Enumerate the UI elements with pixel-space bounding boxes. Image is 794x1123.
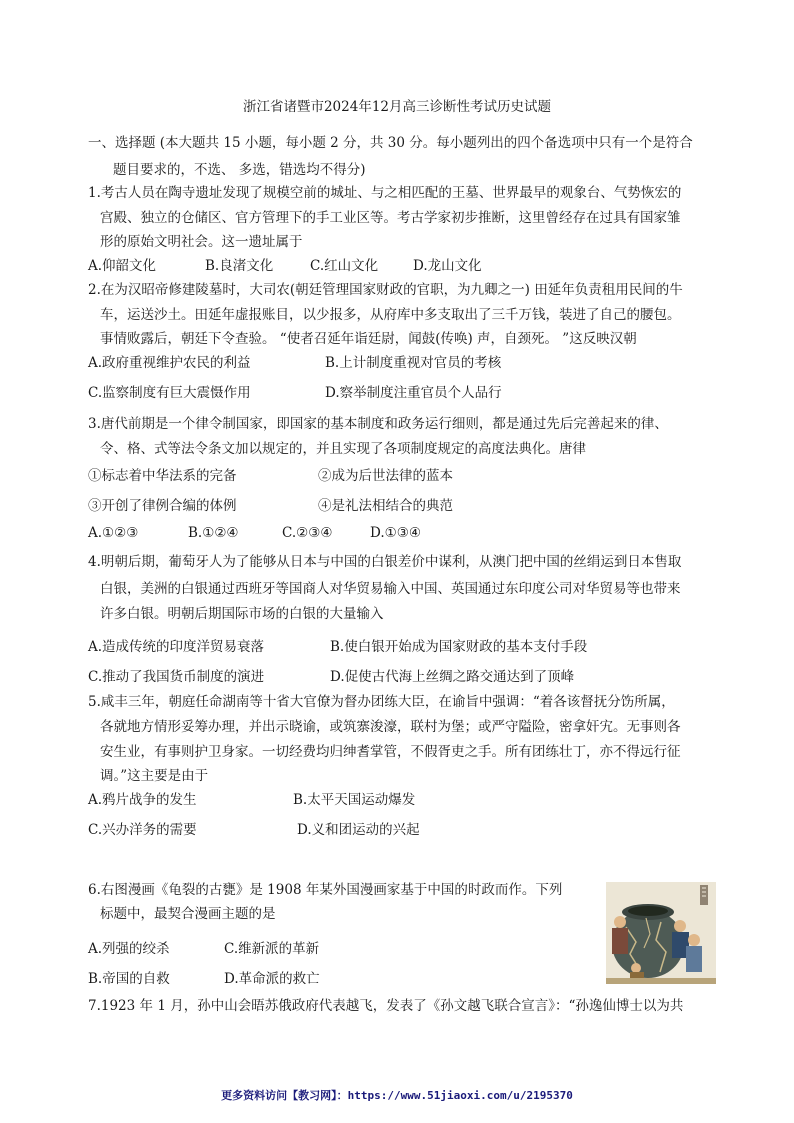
q1-option-a[interactable]: A.仰韶文化 <box>88 258 157 274</box>
q1-option-b[interactable]: B.良渚文化 <box>205 258 274 274</box>
q4-stem: 白银，美洲的白银通过西班牙等国商人对华贸易输入中国、英国通过东印度公司对华贸易等也带来 <box>100 581 681 597</box>
q3-statement-3: ③开创了律例合编的体例 <box>88 498 237 514</box>
q6-option-b[interactable]: B.帝国的自救 <box>88 971 170 987</box>
q4-stem: 4.明朝后期，葡萄牙人为了能够从日本与中国的白银差价中谋利，从澳门把中国的丝绢运到日本售取 <box>88 554 682 570</box>
q5-option-a[interactable]: A.鸦片战争的发生 <box>88 792 197 808</box>
q3-option-d[interactable]: D.①③④ <box>370 525 421 541</box>
q5-stem: 安生业，有事则护卫身家。一切经费均归绅耆掌管，不假胥吏之手。所有团练壮丁，亦不得远行征 <box>100 744 681 760</box>
footer-link[interactable]: 更多资料访问【教习网】：https://www.51jiaoxi.com/u/2195370 <box>221 1089 573 1102</box>
q5-stem: 调。”这主要是由于 <box>100 768 209 784</box>
cartoon-cracked-jar-image <box>606 882 716 984</box>
q6-option-d[interactable]: D.革命派的救亡 <box>224 971 320 987</box>
section-heading: 一、选择题 (本大题共 15 小题，每小题 2 分，共 30 分。每小题列出的四个备选项中只有一个是符合 <box>88 135 693 151</box>
q1-stem: 1.考古人员在陶寺遗址发现了规模空前的城址、与之相匹配的王墓、世界最早的观象台、气势恢宏的 <box>88 185 682 201</box>
q3-stem: 令、格、式等法令条文加以规定的，并且实现了各项制度规定的高度法典化。唐律 <box>100 441 586 457</box>
q4-stem: 许多白银。明朝后期国际市场的白银的大量输入 <box>100 606 384 622</box>
q6-option-c[interactable]: C.维新派的革新 <box>224 941 320 957</box>
q1-stem: 形的原始文明社会。这一遗址属于 <box>100 234 303 250</box>
q4-option-c[interactable]: C.推动了我国货币制度的演进 <box>88 669 265 685</box>
q3-statement-4: ④是礼法相结合的典范 <box>318 498 453 514</box>
q3-stem: 3.唐代前期是一个律令制国家，即国家的基本制度和政务运行细则，都是通过先后完善起来的律、 <box>88 416 668 432</box>
q4-option-d[interactable]: D.促使古代海上丝绸之路交通达到了顶峰 <box>330 669 575 685</box>
q3-statement-1: ①标志着中华法系的完备 <box>88 468 237 484</box>
q1-option-c[interactable]: C.红山文化 <box>310 258 379 274</box>
q5-option-b[interactable]: B.太平天国运动爆发 <box>293 792 416 808</box>
q6-stem: 6.右图漫画《龟裂的古甕》是 1908 年某外国漫画家基于中国的时政而作。下列 <box>88 882 563 898</box>
q4-option-a[interactable]: A.造成传统的印度洋贸易衰落 <box>88 639 265 655</box>
q6-option-a[interactable]: A.列强的绞杀 <box>88 941 170 957</box>
q3-option-b[interactable]: B.①②④ <box>188 525 239 541</box>
q3-option-c[interactable]: C.②③④ <box>282 525 333 541</box>
q3-statement-2: ②成为后世法律的蓝本 <box>318 468 453 484</box>
page-title: 浙江省诸暨市2024年12月高三诊断性考试历史试题 <box>242 99 552 115</box>
q2-stem: 事情败露后，朝廷下令查验。 “使者召延年诣廷尉，闻鼓(传唤) 声，自颈死。 ”这反映汉朝 <box>100 331 637 347</box>
q4-option-b[interactable]: B.使白银开始成为国家财政的基本支付手段 <box>330 639 588 655</box>
q2-option-b[interactable]: B.上计制度重视对官员的考核 <box>325 355 502 371</box>
q5-option-c[interactable]: C.兴办洋务的需要 <box>88 822 197 838</box>
q5-option-d[interactable]: D.义和团运动的兴起 <box>297 822 420 838</box>
q7-stem: 7.1923 年 1 月，孙中山会晤苏俄政府代表越飞，发表了《孙文越飞联合宣言》：“孙逸仙博士以为共 <box>88 998 684 1014</box>
q1-stem: 宫殿、独立的仓储区、官方管理下的手工业区等。考古学家初步推断，这里曾经存在过具有国家雏 <box>100 210 681 226</box>
q3-option-a[interactable]: A.①②③ <box>88 525 139 541</box>
q2-option-d[interactable]: D.察举制度注重官员个人品行 <box>325 385 502 401</box>
q2-option-a[interactable]: A.政府重视维护农民的利益 <box>88 355 251 371</box>
q2-option-c[interactable]: C.监察制度有巨大震慑作用 <box>88 385 251 401</box>
q1-option-d[interactable]: D.龙山文化 <box>413 258 482 274</box>
q6-stem: 标题中，最契合漫画主题的是 <box>100 906 276 922</box>
q2-stem: 车，运送沙土。田延年虚报账目，以少报多，从府库中多支取出了三千万钱，装进了自己的腰包。 <box>100 307 681 323</box>
q5-stem: 5.咸丰三年，朝庭任命湖南等十省大官僚为督办团练大臣，在谕旨中强调：“着各该督抚分饬所属， <box>88 694 675 710</box>
q5-stem: 各就地方情形妥筹办理，并出示晓谕，或筑寨浚濠，联村为堡；或严守隘险，密拿奸宄。无事则各 <box>100 719 681 735</box>
q2-stem: 2.在为汉昭帝修建陵墓时，大司农(朝廷管理国家财政的官职，为九卿之一) 田延年负责租用民间的牛 <box>88 282 683 298</box>
section-heading-cont: 题目要求的，不选、 多选，错选均不得分) <box>113 162 366 178</box>
